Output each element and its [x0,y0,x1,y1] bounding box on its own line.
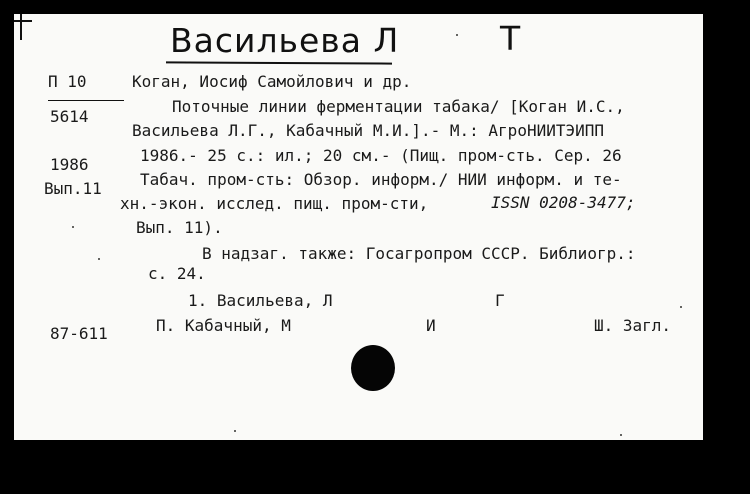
corner-mark-vertical [20,14,22,40]
entry-note: В надзаг. также: Госагропром СССР. Библиогр.: [202,244,636,263]
corner-mark-horizontal [14,20,32,22]
publication-year: 1986 [50,155,89,174]
tracing-1: 1. Васильева, Л [188,291,333,310]
shelfmark: П 10 [48,72,87,91]
handwritten-letter: Т [500,19,522,58]
entry-line-4: 1986.- 25 с.: ил.; 20 см.- (Пищ. пром-сть. Сер. 26 [140,146,622,165]
tracing-2: П. Кабачный, М [156,316,291,335]
catalog-number: 5614 [50,107,89,126]
speck [98,258,100,260]
speck [680,306,682,308]
entry-line-5: Табач. пром-сть: Обзор. информ./ НИИ информ. и те- [140,170,622,189]
entry-line-3: Васильева Л.Г., Кабачный М.И.].- М.: АгроНИИТЭИПП [132,121,605,140]
entry-note-pages: с. 24. [148,264,206,283]
tracing-title: Ш. Загл. [594,316,672,335]
entry-line-6: хн.-экон. исслед. пищ. пром-сти, [120,194,438,213]
shelfmark-divider [48,100,124,101]
speck [620,434,622,436]
handwritten-underline [166,61,392,64]
issue-number: Вып.11 [44,179,102,198]
punch-hole [351,345,395,391]
speck [234,430,236,432]
accession-number: 87-611 [50,324,108,343]
speck [72,226,74,228]
speck [456,34,458,36]
issn: ISSN 0208-3477; [491,193,636,212]
tracing-1-initial: Г [495,291,505,310]
tracing-2-initial: И [426,316,436,335]
catalog-card [14,14,703,440]
entry-author: Коган, Иосиф Самойлович и др. [132,72,412,91]
handwritten-name: Васильева Л [170,21,400,60]
entry-line-7: Вып. 11). [136,218,223,237]
entry-title: Поточные линии ферментации табака/ [Коган И.С., [172,97,625,116]
